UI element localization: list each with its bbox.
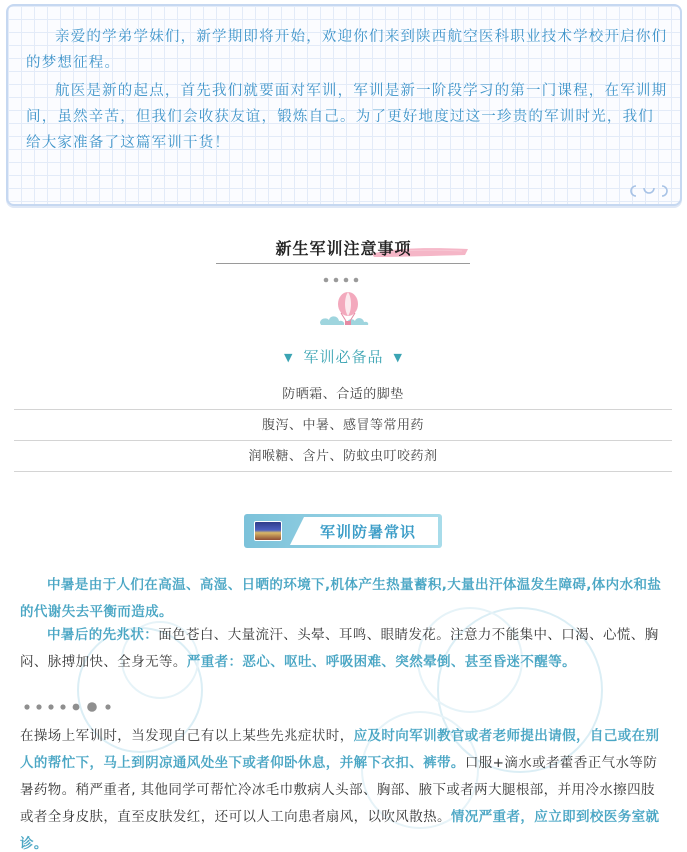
curl-decoration-icon: [628, 184, 672, 198]
intro-paragraph-1: 亲爱的学弟学妹们，新学期即将开始，欢迎你们来到陕西航空医科职业技术学校开启你们的梦想征程。: [26, 29, 668, 71]
essentials-heading: [0, 346, 687, 367]
banner-photo-icon: [254, 521, 282, 541]
essentials-heading-text: 军训必备品: [303, 348, 384, 366]
triangle-down-icon: ▼: [393, 351, 403, 364]
title-underline: [216, 263, 470, 264]
first-aid-steps: 应及时向军训教官或者老师提出请假，自己或在别人的帮忙下，马上到阴凉通风处坐下或者仰卧休息，并解下衣扣、裤带。: [20, 728, 660, 771]
dots-divider-icon: [22, 701, 118, 713]
triangle-down-icon: ▼: [284, 351, 294, 364]
dots-divider-icon: [322, 276, 362, 284]
symptoms-lead: 中暑后的先兆状：: [47, 627, 159, 643]
first-aid-details: 口服+滴水或者藿香正气水等防暑药物。稍严重者, 其他同学可帮忙冷冰毛巾敷病人头部、胸部、腋下或者两大腿根部，并用冷水擦四肢或者全身皮肤，直至皮肤发红，还可以人工向患者扇风，以吹风散热。: [20, 755, 658, 825]
heatstroke-definition: [20, 572, 668, 626]
first-aid-severe: 情况严重者，应立即到校医务室就诊。: [20, 809, 660, 852]
first-aid-paragraph: [20, 723, 668, 852]
intro-paragraph-2: 航医是新的起点，首先我们就要面对军训，军训是新一阶段学习的第一门课程，在军训期间，虽然辛苦，但我们会收获友谊，锻炼自己。为了更好地度过这一珍贵的军训时光，我们给大家准备了这篇军训干货！: [26, 83, 668, 151]
section-title: 新生军训注意事项: [275, 239, 412, 258]
severe-symptoms: 严重者：恶心、呕吐、呼吸困难、突然晕倒、甚至昏迷不醒等。: [186, 654, 577, 670]
symptoms-text: 面色苍白、大量流汗、头晕、耳鸣、眼睛发花。注意力不能集中、口渴、心慌、胸闷、脉搏加快、全身无等。: [20, 627, 659, 670]
list-item: 腹泻、中暑、感冒等常用药: [14, 411, 672, 441]
banner-label: 军训防暑常识: [320, 523, 417, 541]
intro-card: [6, 4, 682, 206]
list-item: 防晒霜、合适的脚垫: [14, 380, 672, 410]
heatstroke-symptoms: [20, 622, 668, 676]
essentials-list: [14, 380, 672, 472]
hot-air-balloon-icon: [318, 290, 370, 330]
first-aid-intro: 在操场上军训时，当发现自己有以上某些先兆症状时，: [20, 728, 354, 744]
list-item: 润喉糖、含片、防蚊虫叮咬药剂: [14, 442, 672, 472]
heatstroke-definition-text: 中暑是由于人们在高温、高湿、日晒的环境下,机体产生热量蓄积,大量出汗体温发生障碍,体内水和盐的代谢失去平衡而造成。: [20, 577, 662, 620]
